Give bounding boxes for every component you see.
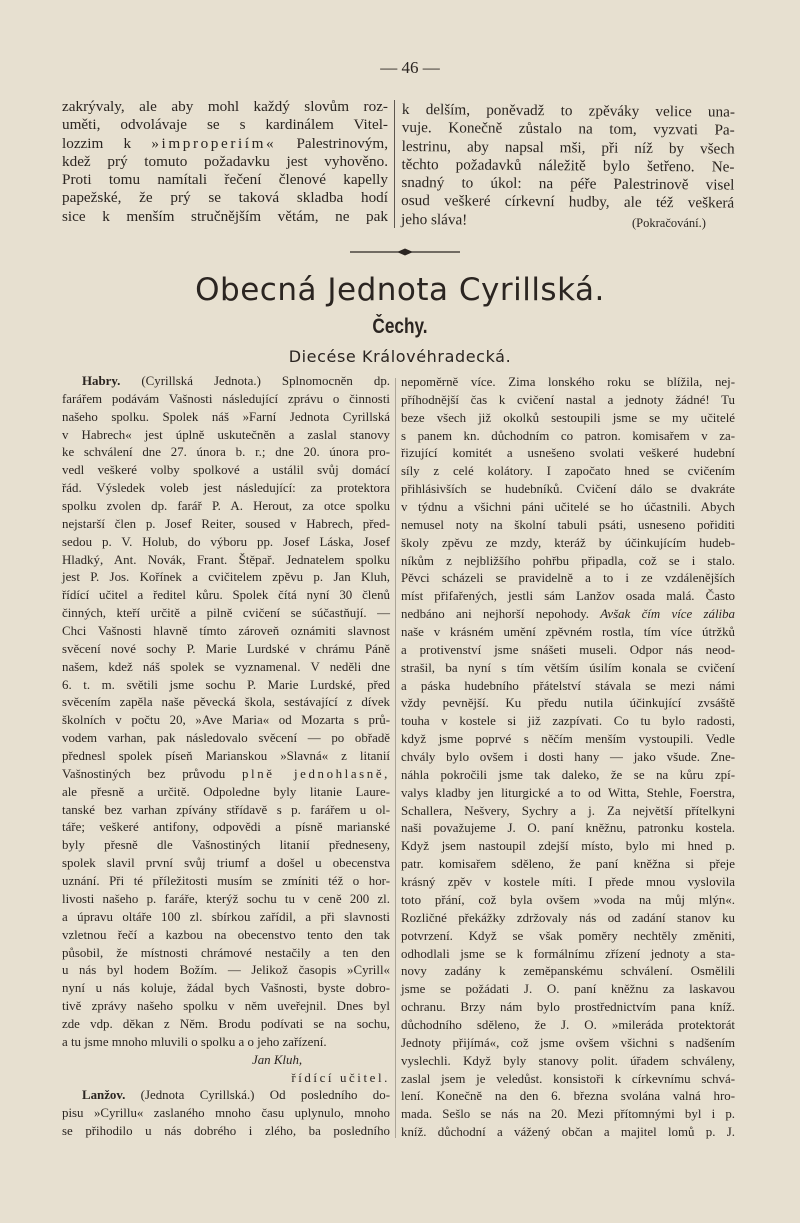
text-line: strašil, ba nyní s tím větším úsilím konala se cvičení <box>401 660 735 675</box>
text-line: našem, kdež náš spolek se vyznamenal. V neděli dne <box>62 659 390 674</box>
top-left-column <box>62 98 388 226</box>
text-line: patr. komisařem sděleno, že paní kněžna si přeje <box>401 857 735 872</box>
text-line: valys kladby jen liturgické a to od Witta, Stehle, Foerstra, <box>401 785 735 800</box>
text-line: krásný zpěv v kostele míti. I přede mnou vyslovila <box>401 875 735 890</box>
text-line: vzletnou řečí a kazbou na obecenstvo tento den tak <box>62 927 390 942</box>
text-line: nejstarší člen p. Josef Reiter, soused v Habrech, před- <box>62 516 390 531</box>
text-line: vždy pevnější. Ku předu nutila účinkující zvsáště <box>401 696 735 711</box>
text-line: a páska hudebního přátelství stávala se mezi námi <box>401 678 735 693</box>
text-line: když jsme poprvé s něčím menším vystoupili. Vedle <box>401 732 735 747</box>
text-line: řád. Výsledek voleb jest následující: za protektora <box>62 481 390 496</box>
body-left-column <box>62 373 390 1141</box>
text-line: a protivenství jsme snášeti museli. Odpor nás neod- <box>401 642 735 657</box>
text-line: zakrývaly, ale aby mohl každý slovům roz- <box>62 98 388 115</box>
text-line: lení. Konečně na den 6. března svolána valná hro- <box>401 1089 735 1104</box>
separator-ornament-icon <box>350 247 460 257</box>
text-line: nepoměrně více. Zima lonského roku se blížila, nej- <box>401 375 735 389</box>
text-line: kníž. důchodní a vážený občan a majitel lomů p. J. <box>401 1125 735 1140</box>
column-rule-top <box>394 100 395 228</box>
text-line: jest P. Jos. Kořínek a cvičitelem zpěvu p. Jan Kluh, <box>62 570 390 585</box>
text-line: ochranu. Brzy nám bylo prostřednictvím pana kníž. <box>401 1000 735 1015</box>
text-span: Vašnostiných bez průvodu <box>62 766 242 781</box>
text-span: lozzim k <box>62 134 152 152</box>
text-line: míst přifařených, jestli sám Lanžov osada malá. Často <box>401 589 735 604</box>
text-line: důchodního sděleno, že J. O. »mileráda protektorát <box>401 1017 735 1032</box>
text-line: činných, kteří určitě a pilně cvičení se súčastňují. — <box>62 606 390 621</box>
entry-place-name: Lanžov. <box>82 1088 126 1103</box>
text-line: toto přání, což byla ovšem »voda na můj mlýn«. <box>401 892 735 907</box>
top-right-column <box>401 101 735 232</box>
text-line: příhodnější čas k cvičení nastal a jednoty žádné! Tu <box>401 392 735 407</box>
text-line: lestrinu, aby napsal mši, při níž by všech <box>401 137 735 158</box>
text-span: nedbáno ani nejhorší nepohody. <box>401 607 601 622</box>
text-line: našeho spolku. Spolek náš »Farní Jednota Cyrillská <box>62 409 390 424</box>
text-line: u nás byl hodem Božím. — Jelikož časopis »Cyrill« <box>62 963 390 978</box>
text-line: vyslechli. Když byly stanovy polit. úřadem schváleny, <box>401 1053 735 1068</box>
text-span: (Cyrillská Jednota.) Splnomocněn dp. <box>120 374 390 388</box>
text-line: naši považujeme J. O. paní kněžnu, patronku kostela. <box>401 821 735 836</box>
text-line: papežské, že prý se taková skladba hodí <box>62 189 388 207</box>
text-line: řídící učitel a ředitel kůru. Spolek čítá nyní 30 členů <box>62 588 390 603</box>
text-line: Hladký, Ant. Novák, Frant. Štěpař. Jednatelem spolku <box>62 552 390 567</box>
text-line <box>62 135 388 153</box>
text-span: plně jednohlasně, <box>242 766 390 781</box>
text-line: vedl veškeré volby spolkové a ustálil svůj domácí <box>62 463 390 478</box>
section-title: Obecná Jednota Cyrillská. <box>195 272 605 308</box>
text-line: Jednoty přijímá«, což jsme ovšem všichni s nadšením <box>401 1035 735 1050</box>
italic-text: Jan Kluh, <box>252 1052 303 1067</box>
text-line: pisu »Cyrillu« zaslaného mnoho času uplynulo, mnoho <box>62 1106 390 1121</box>
text-line: náhla pokročili jsme tak daleko, že se na kůru zpí- <box>401 767 735 782</box>
text-line: chvály bylo ovšem i dosti hany — jako všude. Zne- <box>401 750 735 765</box>
entry-place-name: Habry. <box>82 374 121 388</box>
text-line: vodem varhan, pak následovalo svěcení — po obřadě <box>62 731 390 746</box>
text-line: Chci Vašnosti hlavně tímto zároveň oznámiti slavnost <box>62 624 390 639</box>
text-line: ke schválení dne 27. února b. r.; dne 20. února pro- <box>62 445 390 460</box>
text-span: jeho sláva! <box>401 210 468 229</box>
text-line: školy zpěvu ze mzdy, kteráž by účinkujícím hudeb- <box>401 535 735 550</box>
text-line: zde vdp. děkan z Něm. Brodu podívati se na sochu, <box>62 1016 390 1031</box>
text-line: 6. t. m. světili jsme sochu P. Marie Lurdské, před <box>62 677 390 692</box>
text-line: snadný to úkol: na péře Palestrinově visel <box>401 174 735 194</box>
text-line: zaslal jsem je veledůst. konsistoři k církevnímu schvá- <box>401 1071 735 1086</box>
text-line: Pěvci scházeli se pravidelně a to i ze vzdálenějších <box>401 571 735 586</box>
text-span: řídící učitel. <box>291 1070 390 1085</box>
text-line: spolek slavil první svůj triumf a došel u obecenstva <box>62 856 390 871</box>
text-line <box>62 1087 390 1105</box>
text-span: (Jednota Cyrillská.) Od posledního do- <box>125 1088 390 1103</box>
text-line: byly přesně dle Vašnostiných litanií předneseny, <box>62 838 390 853</box>
text-line: spolku zvolen dp. farář P. A. Herout, za otce spolku <box>62 499 390 514</box>
text-line: ale přesně a určitě. Odpoledne byly litanie Laure- <box>62 784 390 799</box>
italic-text: Avšak čím více záliba <box>600 607 735 622</box>
text-line <box>62 1052 390 1070</box>
continued-note: (Pokračování.) <box>632 216 706 230</box>
text-line: jsme se požádati J. O. paní kněžnu za laskavou <box>401 982 735 997</box>
text-line: naše v krásném umění zpěvném rostla, tím více útržků <box>401 625 735 640</box>
text-line: vuje. Konečně zůstalo na tom, vyzvati Pa- <box>401 119 735 139</box>
text-line: přihlásivších se hudebníků. Cvičení dálo se dvakráte <box>401 482 735 497</box>
text-line: sice k menším stručnějším větám, ne pak <box>62 207 388 225</box>
text-line: k delším, poněvadž to zpěváky velice una- <box>401 101 735 121</box>
text-line: tivě zprávy našeho spolku v něm uveřejnil. Dnes byl <box>62 999 390 1014</box>
text-line: řizující komitét a usnešeno svolati veškeré hudební <box>401 446 735 461</box>
text-span: »improperiím« <box>151 134 277 152</box>
text-line: v Habrech« jest úplně uskutečněn a zaslal stanovy <box>62 427 390 442</box>
text-line <box>62 373 390 391</box>
text-line <box>62 766 390 784</box>
text-line: Schallera, Nešvery, Sychry a j. Za největší přítelkyni <box>401 803 735 818</box>
text-line: síly z celé kolátory. I započato hned se cvičením <box>401 464 735 479</box>
text-line <box>62 1070 390 1088</box>
body-right-column <box>401 374 735 1142</box>
text-line: nemusel noty na školní tabuli psáti, usneseno pořiditi <box>401 517 735 532</box>
text-line: touha v kostele si již zazpívati. Co tu bylo radosti, <box>401 714 735 729</box>
text-line: uznání. Při té příležitosti musím se zmíniti též o hor- <box>62 874 390 889</box>
text-line: Když jsem nastoupil zdejší místo, bylo mi hned p. <box>401 839 735 854</box>
text-line: beze všech již okolků sestoupili jsme se my učitelé <box>401 410 735 425</box>
text-line: svěcením zapěla naše pěvecká škola, sestávající z dívek <box>62 695 390 710</box>
text-line: v týdnu a všichni páni učitelé se ho účastnili. Abych <box>401 500 735 515</box>
text-line: odhodlali jsme se k formálnímu zřízení jednoty a sta- <box>401 946 735 961</box>
column-rule-body <box>395 378 396 1138</box>
text-span: Palestrinovým, <box>276 134 388 152</box>
text-line: nyní u nás koluje, žádal bych Vašnosti, byste dobro- <box>62 981 390 996</box>
text-line: mada. Sešlo se nás na 20. Mezi přítomnými byl i p. <box>401 1107 735 1122</box>
text-line: novy zadány k zeměpanskému schválení. Osmělili <box>401 964 735 979</box>
text-line: sedou p. V. Holub, do výboru pp. Josef Láska, Josef <box>62 534 390 549</box>
text-line: osud veškeré církevní hudby, ale též veškerá <box>401 192 735 213</box>
text-line: Rozličné překážky zdržovaly nás od zadání stanov ku <box>401 910 735 925</box>
page-number: — 46 — <box>380 58 440 77</box>
text-line <box>401 606 735 624</box>
text-line: a úpravu oltáře 100 zl. sbírkou zařídil, a při slavnosti <box>62 909 390 924</box>
text-line: uměti, odvolávaje se s kardinálem Vitel- <box>62 116 388 134</box>
diocese-heading: Diecése Královéhradecká. <box>288 347 512 366</box>
text-line: s panem kn. důchodním co patron. komisařem v za- <box>401 428 735 443</box>
text-line: působil, že místnosti chrámové nestačily a ten den <box>62 945 390 960</box>
text-line: těchto požadavků náležitě bylo šetřeno. Ne- <box>401 155 735 176</box>
text-line: kdež prý tomuto požadavku jest vyhověno. <box>62 152 388 170</box>
text-line: školních v počtu 20, »Ave Maria« od Mozarta s prů- <box>62 713 390 728</box>
text-line: Proti tomu namítali řečení členové kapelly <box>62 171 388 189</box>
text-line: táře; veškeré antifony, odpovědi a písně marianské <box>62 820 390 835</box>
text-line: tanské bez varhan zpívány střídavě s p. farářem u ol- <box>62 802 390 817</box>
text-line: farářem podávám Vašnosti následující zprávu o činnosti <box>62 391 390 406</box>
text-line: se přihodilo u nás dobrého i zlého, ba posledního <box>62 1124 390 1139</box>
text-line: níkům z nejbližšího pohřbu připadla, což se i stalo. <box>401 553 735 568</box>
text-line: livosti našeho p. faráře, kterýž sochu tu v ceně 200 zl. <box>62 891 390 906</box>
text-line: a tu jsme mnoho mluvili o spolku a o jeho zařízení. <box>62 1034 327 1049</box>
text-line: přednesl spolek píseň Marianskou »Slavná« z litanií <box>62 749 390 764</box>
text-line: potvrzení. Když se však poměry nechtěly změniti, <box>401 928 735 943</box>
text-line: svěcení nové sochy P. Marie Lurdské v chrámu Páně <box>62 641 390 656</box>
region-heading: Čechy. <box>372 315 428 338</box>
